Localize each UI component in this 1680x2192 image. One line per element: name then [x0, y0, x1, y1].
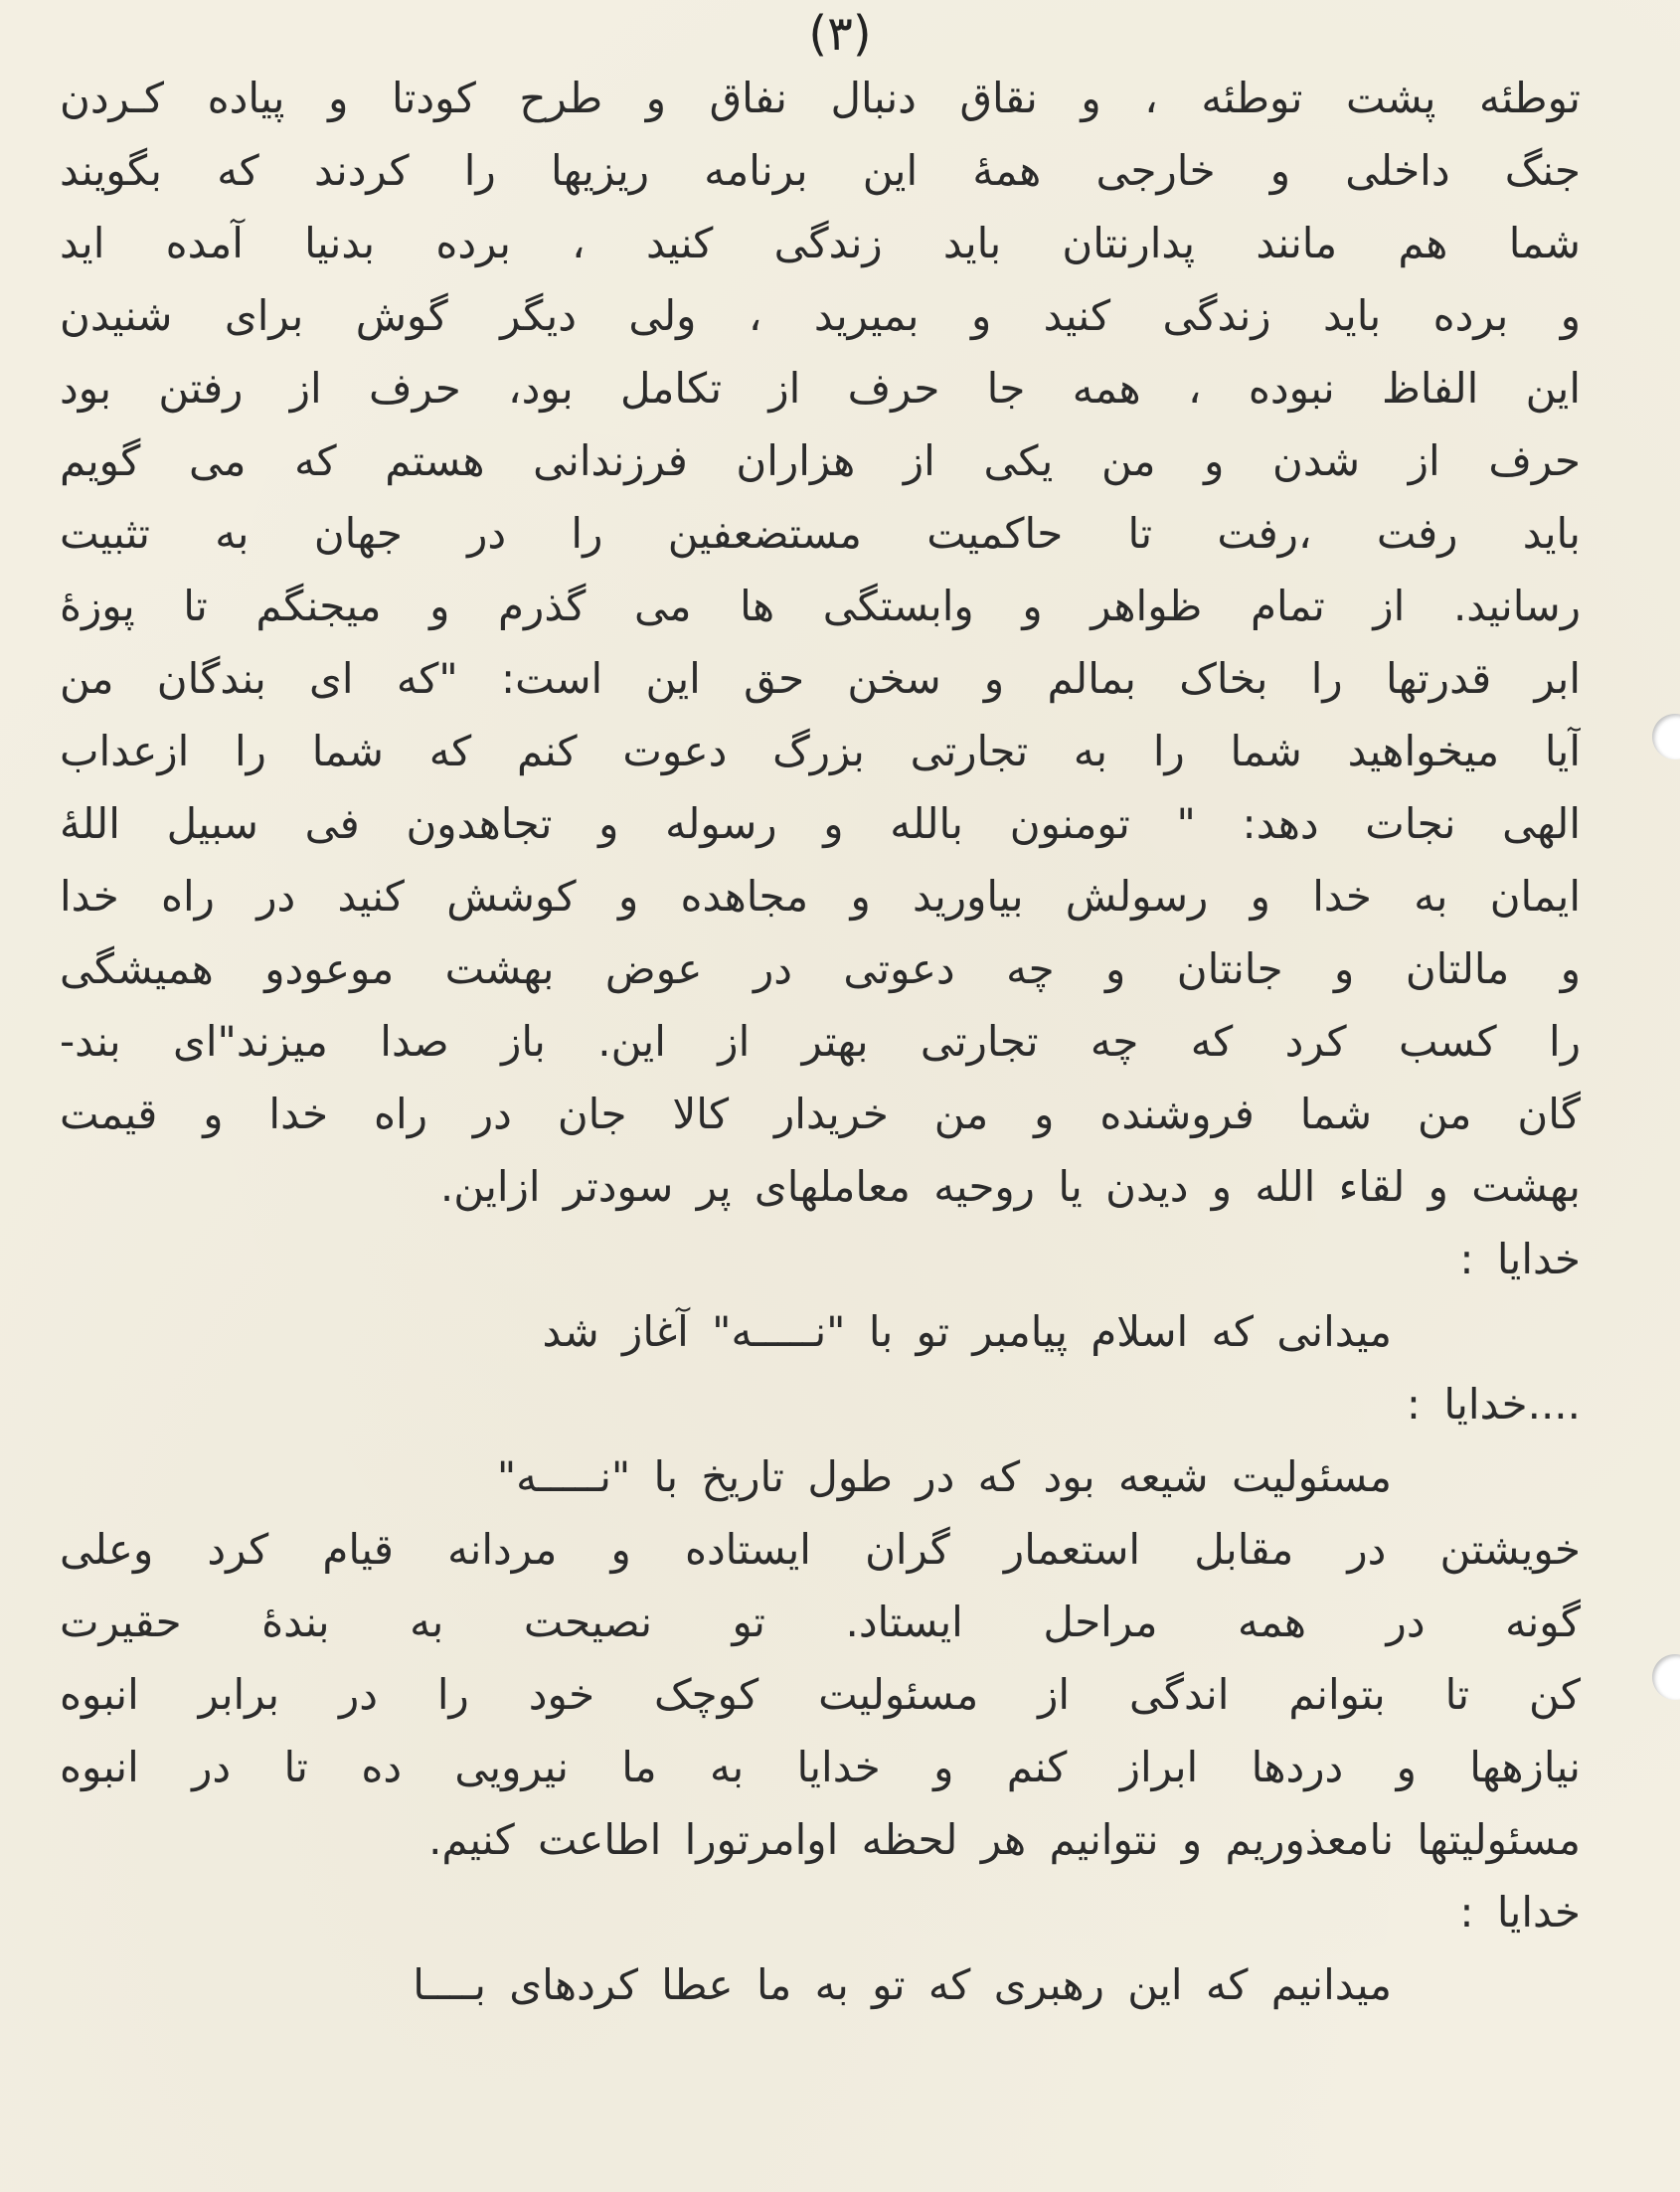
text-line: و مالتان و جانتان و چه دعوتی در عوض بهشت موعودو همیشگی [60, 944, 1581, 993]
text-line: ایمان به خدا و رسولش بیاورید و مجاهده و کوشش کنید در راه خدا [60, 872, 1581, 921]
heading-khodaya: خدایا : [1459, 1235, 1581, 1283]
text-line: رسانید. از تمام ظواهر و وابستگی ها می گذرم و میجنگم تا پوزهٔ [60, 582, 1581, 630]
heading-khodaya: خدایا : [1459, 1888, 1581, 1937]
binder-hole-bottom [1652, 1654, 1680, 1700]
text-line: خویشتن در مقابل استعمار گران ایستاده و مردانه قیام کرد وعلی [60, 1525, 1581, 1574]
text-line: حرف از شدن و من یکی از هزاران فرزندانی هستم که می گویم [60, 436, 1581, 485]
text-line: شما هم مانند پدارنتان باید زندگی کنید ، برده بدنیا آمده اید [60, 219, 1581, 267]
page-number: (٣) [808, 6, 872, 62]
text-line: این الفاظ نبوده ، همه جا حرف از تکامل بود، حرف از رفتن بود [60, 364, 1581, 413]
text-line: میدانی که اسلام پیامبر تو با "نـــــه" آغاز شد [542, 1307, 1392, 1356]
text-line: نیازهها و دردها ابراز کنم و خدایا به ما نیرویی ده تا در انبوه [60, 1743, 1581, 1791]
text-line: گونه در همه مراحل ایستاد. تو نصیحت به بندهٔ حقیرت [60, 1598, 1581, 1646]
text-line: را کسب کرد که چه تجارتی بهتر از این. باز صدا میزند"ای بند- [60, 1017, 1581, 1066]
text-line: توطئه پشت توطئه ، و نقاق دنبال نفاق و طرح کودتا و پیاده کـردن [60, 74, 1581, 122]
text-line: آیا میخواهید شما را به تجارتی بزرگ دعوت کنم که شما را ازعداب [60, 727, 1581, 775]
binder-hole-top [1652, 714, 1680, 759]
text-line: الهی نجات دهد: " تومنون بالله و رسوله و تجاهدون فی سبیل اللهٔ [60, 799, 1581, 848]
text-line: میدانیم که این رهبری که تو به ما عطا کردهای بــــا [413, 1960, 1392, 2009]
text-line: ابر قدرتها را بخاک بمالم و سخن حق این است: "که ای بندگان من [60, 654, 1581, 703]
text-line: باید رفت ،رفت تا حاکمیت مستضعفین را در جهان به تثبیت [60, 509, 1581, 558]
text-line: گان من شما فروشنده و من خریدار کالا جان در راه خدا و قیمت [60, 1090, 1581, 1138]
text-line: کن تا بتوانم اندگی از مسئولیت کوچک خود را در برابر انبوه [60, 1670, 1581, 1719]
text-line: و برده باید زندگی کنید و بمیرید ، ولی دیگر گوش برای شنیدن [60, 291, 1581, 340]
text-line: بهشت و لقاء الله و دیدن یا روحیه معاملهای پر سودتر ازاین. [439, 1162, 1581, 1211]
text-line: مسئولیت شیعه بود که در طول تاریخ با "نـــــه" [496, 1452, 1392, 1501]
text-line: مسئولیتها نامعذوریم و نتوانیم هر لحظه اوامرتورا اطاعت کنیم. [428, 1815, 1581, 1864]
text-line: جنگ داخلی و خارجی همهٔ این برنامه ریزیها را کردند که بگویند [60, 146, 1581, 195]
body-text [60, 62, 1581, 2021]
heading-khodaya: ....خدایا : [1406, 1380, 1581, 1429]
